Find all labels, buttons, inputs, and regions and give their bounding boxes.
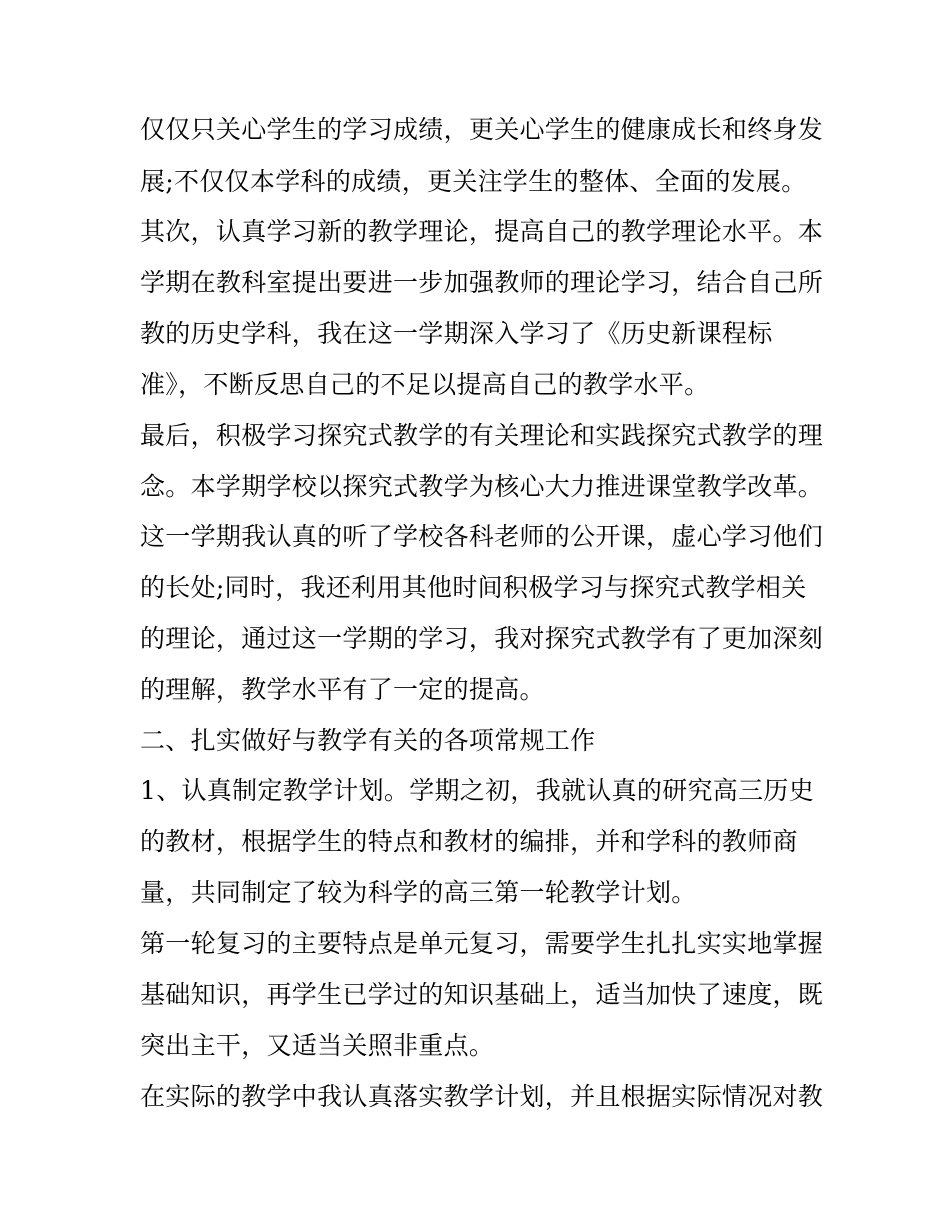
- text-line: 1、认真制定教学计划。学期之初，我就认真的研究高三历史: [140, 776, 815, 805]
- text-line: 教的历史学科，我在这一学期深入学习了《历史新课程标: [140, 319, 773, 348]
- text-line: 的教材，根据学生的特点和教材的编排，并和学科的教师商: [140, 827, 798, 856]
- text-line: 的理论，通过这一学期的学习，我对探究式教学有了更加深刻: [140, 624, 824, 653]
- text-line: 量，共同制定了较为科学的高三第一轮教学计划。: [140, 878, 697, 907]
- text-line: 第一轮复习的主要特点是单元复习，需要学生扎扎实实地掌握: [140, 929, 824, 958]
- text-line: 基础知识，再学生已学过的知识基础上，适当加快了速度，既: [140, 980, 824, 1009]
- text-line: 最后，积极学习探究式教学的有关理论和实践探究式教学的理: [140, 421, 824, 450]
- text-line: 在实际的教学中我认真落实教学计划，并且根据实际情况对教: [140, 1082, 824, 1111]
- text-line: 其次，认真学习新的教学理论，提高自己的教学理论水平。本: [140, 217, 824, 246]
- text-line: 的理解，教学水平有了一定的提高。: [140, 675, 545, 704]
- text-line: 的长处;同时，我还利用其他时间积极学习与探究式教学相关: [140, 573, 807, 602]
- text-line: 展;不仅仅本学科的成绩，更关注学生的整体、全面的发展。: [140, 167, 807, 196]
- text-line: 准》，不断反思自己的不足以提高自己的教学水平。: [140, 370, 710, 399]
- text-line: 念。本学期学校以探究式教学为核心大力推进课堂教学改革。: [140, 472, 824, 501]
- text-line: 仅仅只关心学生的学习成绩，更关心学生的健康成长和终身发: [140, 115, 824, 144]
- text-line: 学期在教科室提出要进一步加强教师的理论学习，结合自己所: [140, 268, 824, 297]
- section-heading: 二、扎实做好与教学有关的各项常规工作: [140, 726, 596, 755]
- text-line: 这一学期我认真的听了学校各科老师的公开课，虚心学习他们: [140, 522, 824, 551]
- text-line: 突出主干，又适当关照非重点。: [140, 1031, 495, 1060]
